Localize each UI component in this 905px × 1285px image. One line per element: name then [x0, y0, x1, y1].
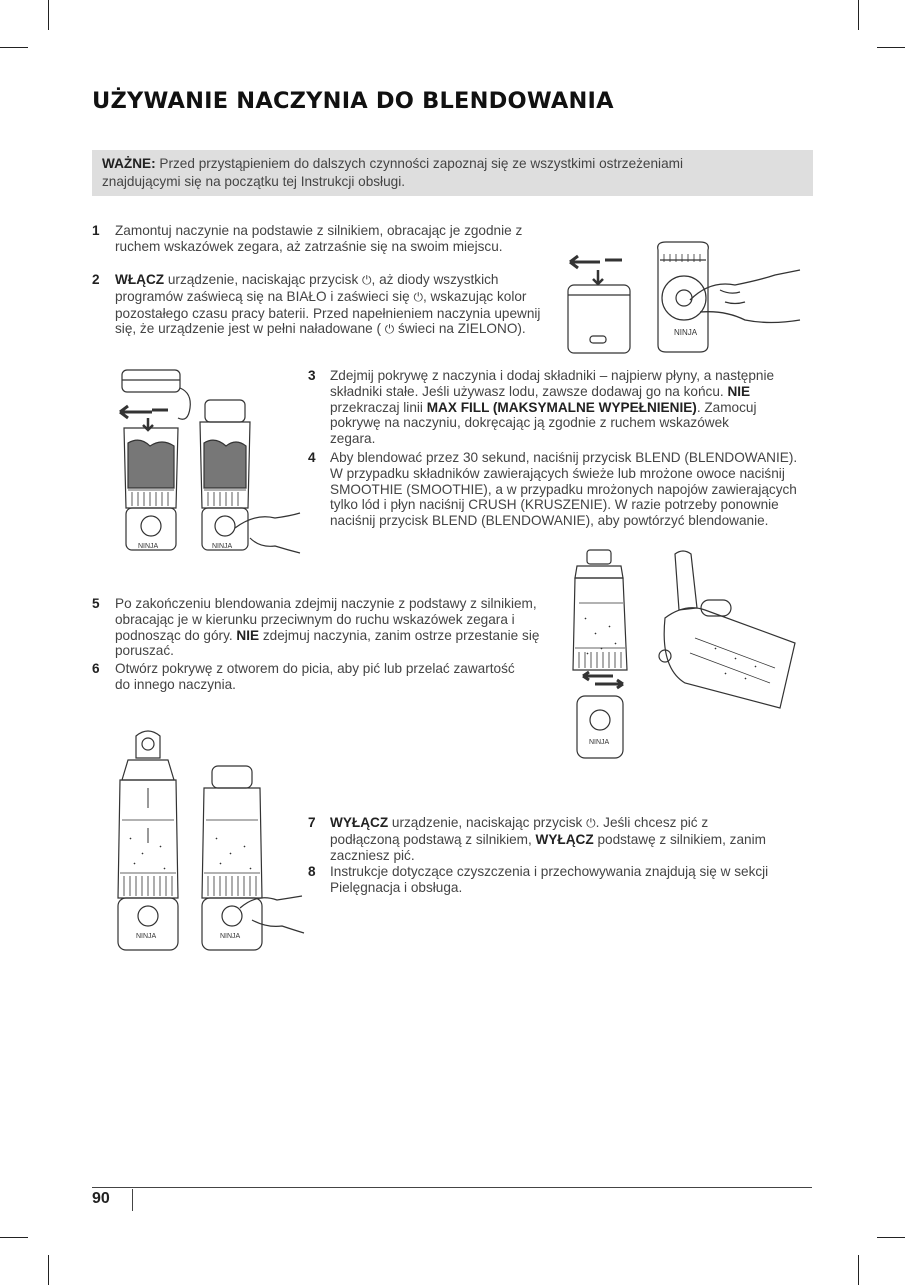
- step-6: [92, 661, 532, 693]
- step-text: urządzenie, naciskając przycisk: [388, 815, 587, 830]
- step-number: 3: [308, 368, 316, 383]
- power-icon: ⏻: [362, 273, 372, 287]
- step-text: , aż diody wszystkich programów zaświecą się na BIAŁO i zaświeci się: [115, 272, 499, 304]
- step-5: [92, 596, 547, 659]
- power-off-illustration: [112, 728, 307, 958]
- warning-label: WAŻNE:: [102, 156, 156, 171]
- step-text: Po zakończeniu blendowania zdejmij naczynie z podstawy z silnikiem, obracając je w kierunku przeciwnym do ruchu wskazówek zegara i podnosząc do góry.: [115, 596, 537, 643]
- brand-logo: NINJA: [220, 933, 241, 940]
- step-number: 2: [92, 272, 100, 287]
- crop-mark: [877, 47, 905, 48]
- step-text: przekraczaj linii: [330, 399, 427, 415]
- warning-text-1: Przed przystąpieniem do dalszych czynności zapoznaj się ze wszystkimi ostrzeżeniami: [155, 156, 683, 171]
- crop-mark: [0, 47, 28, 48]
- step-bold: NIE: [727, 383, 751, 399]
- crop-mark: [0, 1237, 28, 1238]
- power-icon: ⏻: [413, 289, 423, 304]
- step-text: . Jeśli chcesz pić z podłączoną podstawą z silnikiem,: [330, 815, 709, 847]
- crop-mark: [858, 0, 859, 30]
- step-number: 8: [308, 864, 316, 879]
- crop-mark: [877, 1237, 905, 1238]
- step-text: , wskazując kolor pozostałego czasu pracy baterii. Przed napełnieniem naczynia upewnij się, że urządzenie jest w pełni naładowane (: [115, 288, 541, 337]
- step-1: [92, 223, 532, 255]
- step-3: [308, 368, 778, 447]
- step-text: Instrukcje dotyczące czyszczenia i przechowywania znajdują się w sekcji Pielęgnacja i obsługa.: [330, 864, 769, 895]
- step-text: Zdejmij pokrywę z naczynia i dodaj składniki – najpierw płyny, a następnie składniki stałe. Jeśli używasz lodu, zawsze dodawaj go na końcu.: [330, 368, 775, 399]
- step-number: 5: [92, 596, 100, 611]
- step-text: Zamontuj naczynie na podstawie z silnikiem, obracając je zgodnie z ruchem wskazówek zegara, aż zatrzaśnie się na swoim miejscu.: [115, 223, 523, 254]
- step-text: podstawę z silnikiem, zanim zaczniesz pić.: [330, 831, 766, 863]
- crop-mark: [858, 1255, 859, 1285]
- step-number: 1: [92, 223, 100, 238]
- step-number: 7: [308, 815, 316, 830]
- step-7: [308, 815, 778, 863]
- step-8: [308, 864, 778, 896]
- brand-logo: NINJA: [674, 328, 698, 337]
- step-text: urządzenie, naciskając przycisk: [164, 272, 363, 287]
- page-title: UŻYWANIE NACZYNIA DO BLENDOWANIA: [92, 88, 614, 114]
- step-text: Otwórz pokrywę z otworem do picia, aby pić lub przelać zawartość do innego naczynia.: [115, 661, 515, 692]
- step-number: 4: [308, 450, 316, 465]
- brand-logo: NINJA: [138, 543, 159, 550]
- step-number: 6: [92, 661, 100, 676]
- step-bold: MAX FILL (MAKSYMALNE WYPEŁNIENIE): [426, 399, 697, 415]
- crop-mark: [48, 0, 49, 30]
- page-number-separator: [132, 1189, 133, 1211]
- crop-mark: [48, 1255, 49, 1285]
- step-4: [308, 450, 808, 529]
- cup-ingredients-illustration: [110, 368, 305, 558]
- motor-base-illustration: [560, 240, 805, 360]
- brand-logo: NINJA: [589, 739, 610, 746]
- cup-removal-illustration: [565, 548, 805, 763]
- step-2: [92, 272, 545, 338]
- page-number: 90: [92, 1190, 110, 1207]
- footer-divider: [92, 1187, 812, 1188]
- step-text: Aby blendować przez 30 sekund, naciśnij przycisk BLEND (BLENDOWANIE). W przypadku składników zawierających świeże lub mrożone owoce naciśnij SMOOTHIE (SMOOTHIE), a w przypadku mrożonych napojów zawierających tylko lód i płyn naciśnij CRUSH (KRUSZENIE). W razie potrzeby ponownie naciśnij przycisk BLEND (BLENDOWANIE), aby powtórzyć blendowanie.: [330, 450, 798, 529]
- step-bold: WYŁĄCZ: [535, 831, 594, 847]
- step-bold: NIE: [236, 627, 260, 643]
- step-text: zdejmuj naczynia, zanim ostrze przestanie się poruszać.: [115, 627, 540, 659]
- step-text: świeci na ZIELONO).: [394, 321, 526, 337]
- warning-box: [92, 150, 813, 196]
- brand-logo: NINJA: [136, 933, 157, 940]
- power-icon: ⏻: [586, 816, 596, 830]
- power-icon: ⏻: [384, 322, 395, 337]
- brand-logo: NINJA: [212, 543, 233, 550]
- step-bold: WYŁĄCZ: [330, 815, 389, 830]
- warning-text-2: znajdującymi się na początku tej Instrukcji obsługi.: [102, 174, 405, 189]
- step-text: . Zamocuj pokrywę na naczyniu, dokręcając ją zgodnie z ruchem wskazówek zegara.: [330, 399, 757, 447]
- step-bold: WŁĄCZ: [115, 272, 165, 287]
